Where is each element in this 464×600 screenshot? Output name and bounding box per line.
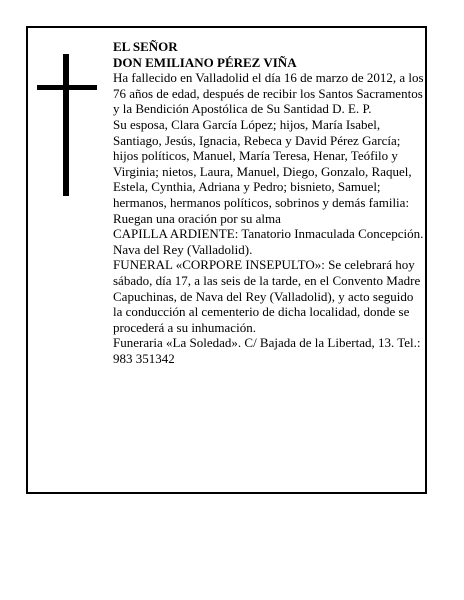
family-list: Su esposa, Clara García López; hijos, María Isabel, Santiago, Jesús, Ignacia, Rebeca y David Pérez García; hijos políticos, Manuel, María Teresa, Henar, Teófilo y Virginia; nietos, Laura, Manuel, Diego, Gonzalo, Raquel, Estela, Cynthia, Adriana y Pedro; bisnieto, Samuel; hermanos, hermanos políticos, sobrinos y demás familia: [113,116,412,210]
obituary-title-line-2: DON EMILIANO PÉREZ VIÑA [113,54,297,70]
funeral-details: FUNERAL «CORPORE INSEPULTO»: Se celebrará hoy sábado, día 17, a las seis de la tarde, en el Convento Madre Capuchinas, de Nava del Rey (Valladolid), y acto seguido la conducción al cementerio de dicha localidad, donde se procederá a su inhumación. [113,257,421,335]
funeral-home-contact: Funeraria «La Soledad». C/ Bajada de la Libertad, 13. Tel.: 983 351342 [113,335,421,366]
prayer-request: Ruegan una oración por su alma [113,210,281,226]
obituary-title-line-1: EL SEÑOR [113,39,178,54]
cross-horizontal-bar [37,85,97,90]
latin-cross-icon [37,54,97,196]
wake-location: CAPILLA ARDIENTE: Tanatorio Inmaculada Concepción. Nava del Rey (Valladolid). [113,226,424,257]
obituary-text [113,39,425,366]
death-announcement: Ha fallecido en Valladolid el día 16 de marzo de 2012, a los 76 años de edad, después de recibir los Santos Sacramentos y la Bendición Apostólica de Su Santidad D. E. P. [113,70,424,117]
cross-vertical-bar [63,54,69,196]
